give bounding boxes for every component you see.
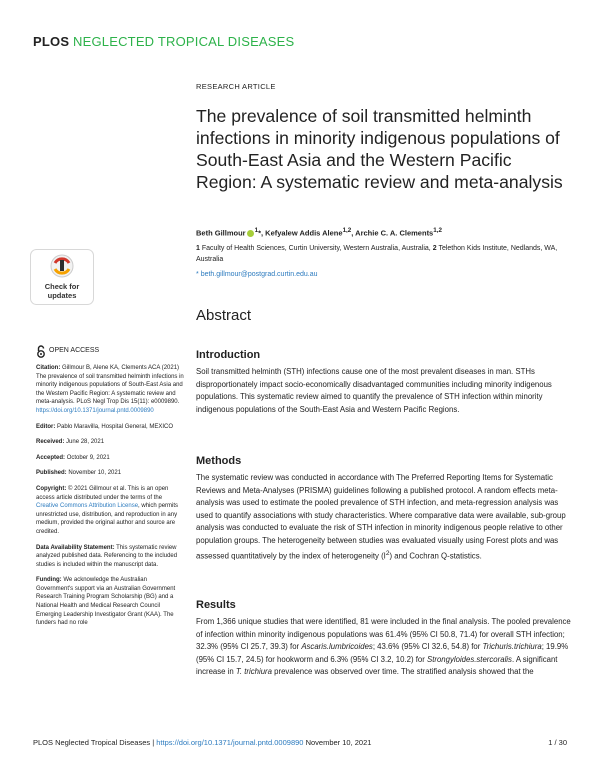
methods-text-sup: 2 xyxy=(385,549,390,557)
published-label: Published: xyxy=(36,470,67,477)
author-sep: , xyxy=(351,228,356,238)
results-heading: Results xyxy=(196,599,236,611)
corresponding-mark: *, xyxy=(258,228,266,238)
author-name[interactable]: Archie C. A. Clements xyxy=(355,228,434,238)
citation-link[interactable]: https://doi.org/10.1371/journal.pntd.0009890 xyxy=(36,407,154,414)
results-section xyxy=(196,599,574,679)
introduction-section xyxy=(196,349,574,416)
orcid-icon[interactable] xyxy=(247,230,254,237)
results-text-part: ; 43.6% (95% CI 32.6, 54.8) for xyxy=(372,642,483,652)
open-access-label: OPEN ACCESS xyxy=(49,347,100,355)
copyright-text: © 2021 Gillmour et al. This is an open access article distributed under the terms of the xyxy=(36,485,169,501)
affil-text: Telethon Kids Institute, Nedlands, WA, Australia xyxy=(196,245,558,263)
email-link[interactable]: beth.gillmour@postgrad.curtin.edu.au xyxy=(200,271,318,278)
species-name: Trichuris.trichiura xyxy=(482,642,542,652)
author-name[interactable]: Kefyalew Addis Alene xyxy=(265,228,343,238)
funding-text: We acknowledge the Australian Government's support via an Australian Government Research Training Program Scholarship (BG) and a National Health and Medical Research Council Emerging Leadership Investigator Grant (KAA). The funders had no role xyxy=(36,577,176,627)
accepted-text: October 9, 2021 xyxy=(66,454,110,461)
data-availability-label: Data Availability Statement: xyxy=(36,544,115,551)
results-text-part: ; 19.9% (95% CI 15.7, 24.5) for hookworm and 6.3% (95% CI 3.2, 10.2) for xyxy=(196,642,569,664)
methods-text xyxy=(196,472,574,563)
editor-block xyxy=(36,423,184,432)
data-availability-block xyxy=(36,544,184,570)
citation-label: Citation: xyxy=(36,365,61,371)
page-number: 1 / 30 xyxy=(548,738,567,747)
footer-date: November 10, 2021 xyxy=(305,738,372,747)
abstract-heading: Abstract xyxy=(196,307,252,324)
results-text-part: From 1,366 unique studies that were identified, 81 were included in the final analysis. The pooled prevalence of infection within minority indigenous populations was 61.4% (95% CI 50.8, 71.4) for overall STH infection; 32.3% (95% CI 25.7, 39.3) for xyxy=(196,617,571,652)
species-name: T. trichiura xyxy=(235,667,272,677)
journal-header xyxy=(33,34,294,49)
author-affil-sup: 1,2 xyxy=(342,227,352,234)
species-name: Strongyloides.stercoralis xyxy=(427,654,512,664)
email-mark: * xyxy=(196,271,199,278)
license-link[interactable]: Creative Commons Attribution License xyxy=(36,503,139,510)
check-for-updates-label xyxy=(31,282,93,300)
species-name: Ascaris.lumbricoides xyxy=(301,642,373,652)
affil-number: 1 xyxy=(196,245,200,252)
introduction-text: Soil transmitted helminth (STH) infections cause one of the most prevalent diseases in man. STHs disproportionately impact socio-economically disadvantaged communities including minority indigenous populations. This systematic review aimed to quantify the prevalence of STH infection within minority indigenous populations of the South-East Asia and Western Pacific Regions. xyxy=(196,367,552,414)
affiliations xyxy=(196,244,576,265)
author-affil-sup: 1,2 xyxy=(433,227,442,234)
results-text-part: . A significant increase in xyxy=(196,654,558,677)
check-updates-line2: updates xyxy=(47,291,77,300)
funding-block xyxy=(36,576,184,628)
article-type: RESEARCH ARTICLE xyxy=(196,82,276,91)
page-footer xyxy=(33,738,567,747)
open-access xyxy=(36,345,184,358)
accepted-label: Accepted: xyxy=(36,454,66,461)
article-title: The prevalence of soil transmitted helminth infections in minority indigenous populations of South-East Asia and the Western Pacific Region: A systematic review and meta-analysis xyxy=(196,106,563,192)
check-updates-line1: Check for xyxy=(44,282,80,291)
accepted-block xyxy=(36,454,184,463)
citation-text: Gillmour B, Alene KA, Clements ACA (2021) The prevalence of soil transmitted helminth infections in minority indigenous populations of South-East Asia and the Western Pacific Region: A systematic review and meta-analysis. PLoS Negl Trop Dis 15(11): e0009890. xyxy=(36,365,184,406)
author-affil-sup: 1 xyxy=(254,227,259,234)
methods-text-main: The systematic review was conducted in accordance with The Preferred Reporting Items for Systematic Reviews and Meta-Analyses (PRISMA) guidelines following a published protocol. A random effects meta-analysis was used to estimate the pooled prevalence of STH infection, and meta-regression analysis was used to quantify associations with study characteristics. Where comparative data were available, sub-group analysis was conducted to evaluate the risk of STH infection in minority indigenous people relative to other population groups. The heterogeneity between studies was evaluated visually using Forest plots and was assessed quantitatively by the index of heterogeneity (I xyxy=(196,473,566,561)
footer-journal: PLOS Neglected Tropical Diseases | xyxy=(33,738,155,747)
copyright-label: Copyright: xyxy=(36,485,67,492)
open-access-lock-icon xyxy=(36,345,46,358)
results-text xyxy=(196,616,574,679)
author-name[interactable]: Beth Gillmour xyxy=(196,228,246,238)
journal-name: NEGLECTED TROPICAL DISEASES xyxy=(73,34,295,49)
affil-text: Faculty of Health Sciences, Curtin University, Western Australia, Australia, xyxy=(201,245,431,252)
funding-label: Funding: xyxy=(36,577,62,584)
journal-prefix: PLOS xyxy=(33,34,70,49)
copyright-text-end: , which permits unrestricted use, distribution, and reproduction in any medium, provided the original author and source are credited. xyxy=(36,503,179,535)
footer-doi-link[interactable]: https://doi.org/10.1371/journal.pntd.0009890 xyxy=(156,738,304,747)
methods-text-end: ) and Cochran Q-statistics. xyxy=(389,551,482,561)
received-text: June 28, 2021 xyxy=(66,439,105,446)
methods-section xyxy=(196,455,574,563)
author-list xyxy=(196,227,442,238)
published-text: November 10, 2021 xyxy=(68,470,122,477)
introduction-heading: Introduction xyxy=(196,349,261,361)
copyright-block xyxy=(36,485,184,537)
published-block xyxy=(36,469,184,478)
received-label: Received: xyxy=(36,439,65,446)
affil-number: 2 xyxy=(432,245,437,252)
editor-label: Editor: xyxy=(36,423,56,430)
methods-heading: Methods xyxy=(196,455,242,467)
results-text-part: prevalence was observed over time. The stratified analysis showed that the xyxy=(272,667,534,677)
article-info-sidebar xyxy=(36,345,184,635)
data-availability-text: This systematic review analyzed published data. Referencing to the included studies is included within the manuscript data. xyxy=(36,544,178,568)
corresponding-email xyxy=(196,271,318,278)
editor-text: Pablo Maravilla, Hospital General, MEXICO xyxy=(57,423,174,430)
received-block xyxy=(36,438,184,447)
citation-block xyxy=(36,364,184,416)
